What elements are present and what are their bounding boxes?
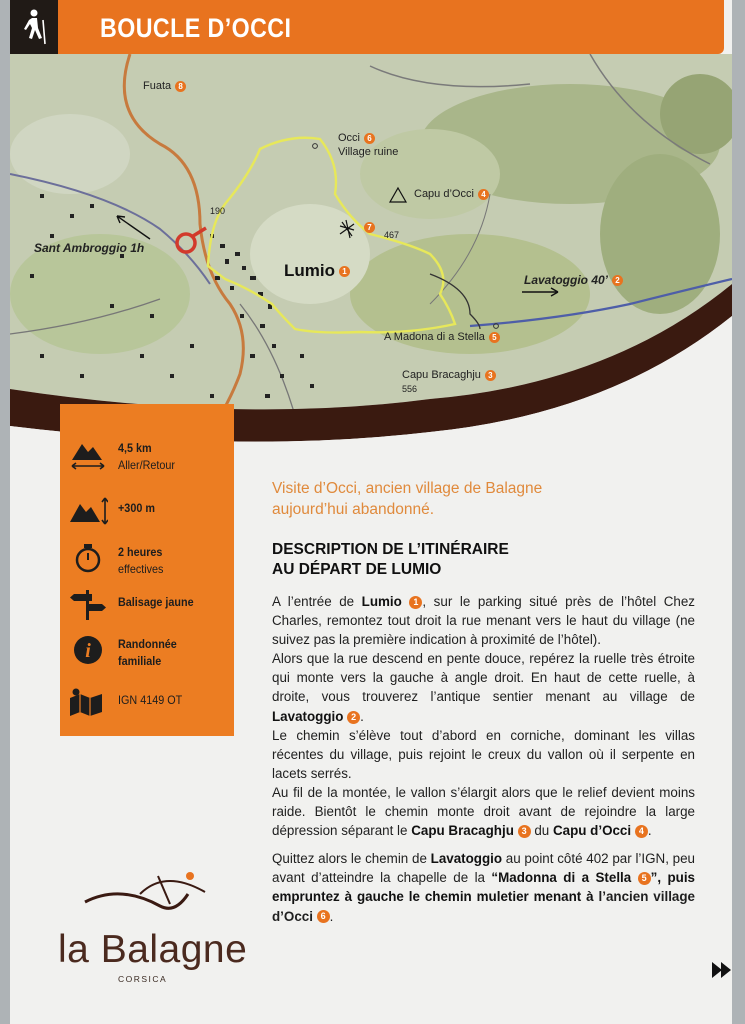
balagne-logo-swoosh — [80, 864, 210, 934]
folded-map-icon — [68, 686, 108, 718]
intro-lead: Visite d’Occi, ancien village de Balagne aujourd’hui abandonné. — [272, 480, 543, 518]
mountain-distance-icon — [68, 438, 108, 470]
map-label-occi-ruine: Village ruine — [338, 146, 399, 158]
next-page-arrow-icon[interactable] — [708, 956, 736, 984]
map-label-lavatoggio: Lavatoggio 40’ 2 — [524, 273, 623, 287]
info-duration: 2 heures effectives — [60, 538, 234, 578]
info-distance: 4,5 km Aller/Retour — [60, 434, 234, 474]
info-map-ref: IGN 4149 OT — [60, 682, 234, 722]
info-elevation: +300 m — [60, 490, 234, 530]
paragraph-3: Le chemin s’élève tout d’abord en corniche, dominant les villas récentes du village, puis rejoint le creux du vallon où il serpente en lacets serrés. — [272, 727, 695, 781]
section-heading: DESCRIPTION DE L’ITINÉRAIRE AU DÉPART DE LUMIO — [272, 541, 509, 578]
balagne-logo-sub: CORSICA — [118, 974, 168, 984]
map-label-fuata: Fuata 8 — [143, 80, 186, 92]
map-label-sant-ambroggio: Sant Ambroggio 1h — [34, 241, 145, 255]
trail-map — [10, 54, 732, 444]
paragraph-2: Alors que la rue descend en pente douce, repérez la ruelle très étroite qui monte vers la gauche à angle droit. En haut de cette ruelle, à droite, vous trouverez l’antique sentier menant au village de Lavatoggio 2 . — [272, 651, 695, 724]
map-label-lumio: Lumio 1 — [284, 261, 350, 281]
info-level: i Randonnée familiale — [60, 630, 234, 670]
map-label-madona: A Madona di a Stella 5 — [384, 331, 500, 343]
balagne-logo: la Balagne — [58, 928, 248, 971]
info-icon — [68, 634, 108, 666]
signpost-icon — [68, 588, 108, 620]
mountain-elevation-icon — [68, 494, 108, 526]
svg-text:i: i — [85, 640, 91, 662]
trail-info-box — [60, 404, 234, 736]
itinerary-description — [272, 592, 695, 926]
map-label-7: 7 — [360, 221, 375, 233]
hiker-icon — [10, 0, 58, 54]
page-title: BOUCLE D’OCCI — [100, 13, 292, 43]
map-label-alt-467: 467 — [384, 230, 400, 240]
map-label-capu-occi: Capu d’Occi 4 — [414, 188, 489, 200]
map-label-alt-556: 556 — [402, 384, 418, 394]
paragraph-5: Quittez alors le chemin de Lavatoggio au point côté 402 par l’IGN, peu avant d’atteindre la chapelle de la “Madonna di a Stella 5 ”, puis empruntez à gauche le chemin muletier menant à l’ancien village d’Occi 6 . — [272, 851, 695, 924]
map-label-capu-bracaghju: Capu Bracaghju 3 — [402, 369, 496, 381]
info-marking: Balisage jaune — [60, 584, 234, 624]
stopwatch-icon — [68, 542, 108, 574]
map-label-alt-190: 190 — [210, 206, 226, 216]
map-label-occi: Occi 6 — [338, 132, 375, 144]
paragraph-1: A l’entrée de Lumio 1 , sur le parking situé près de l’hôtel Chez Charles, remontez tout droit la rue menant vers le haut du village (ne suivez pas la première indication à proximité de l’hôtel). — [272, 594, 695, 648]
paragraph-4: Au fil de la montée, le vallon s’élargit alors que le relief devient moins raide. Bientôt le chemin monte droit avant de rejoindre la large dépression séparant le Capu Bracaghju 3 du Capu d’Occi 4 . — [272, 784, 695, 839]
